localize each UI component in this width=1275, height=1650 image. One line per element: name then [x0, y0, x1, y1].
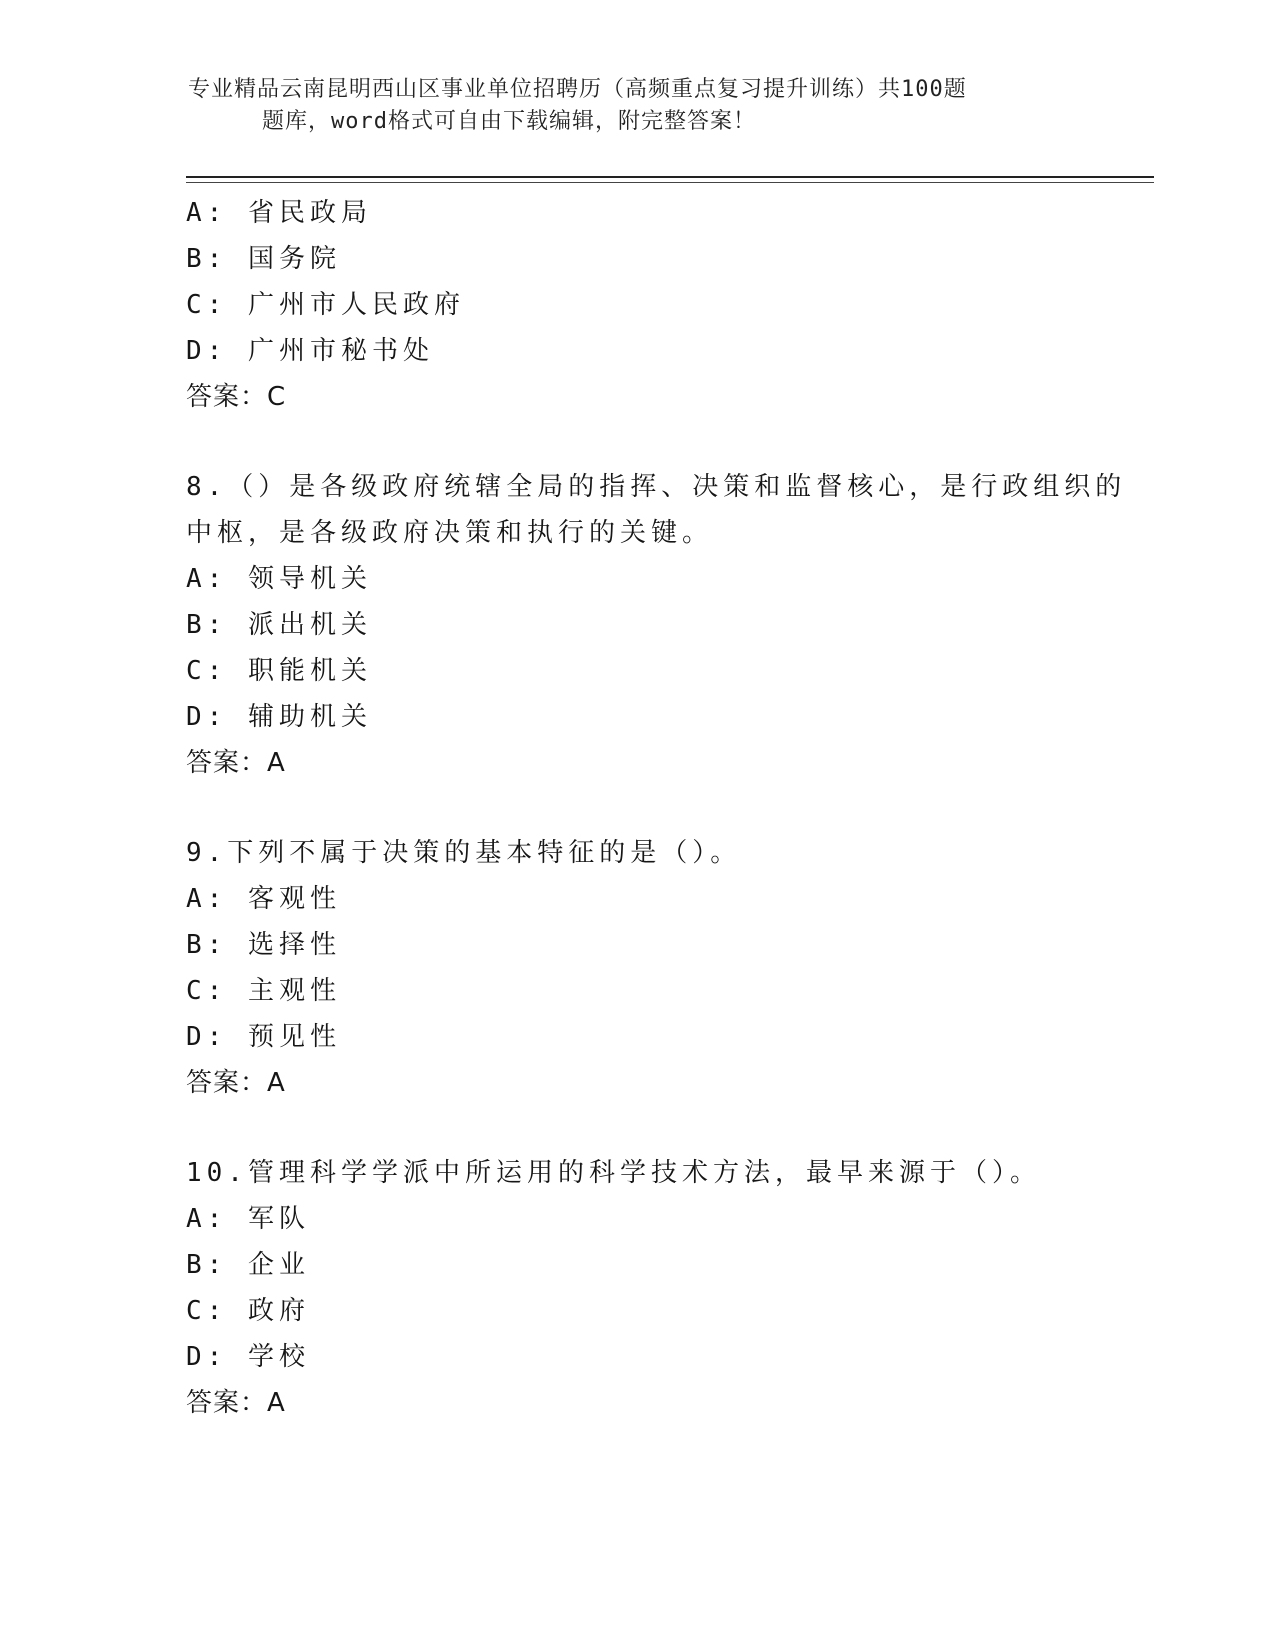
answer: 答案：A	[186, 748, 286, 778]
question-9	[186, 830, 1136, 1106]
option-b: B: 企业	[186, 1250, 310, 1280]
option-d: D: 预见性	[186, 1022, 341, 1052]
option-c: C: 职能机关	[186, 656, 372, 686]
question-10	[186, 1150, 1136, 1426]
question-stem: 10.管理科学学派中所运用的科学技术方法，最早来源于（）。	[186, 1158, 1041, 1188]
option-b: B: 国务院	[186, 244, 341, 274]
answer: 答案：A	[186, 1388, 286, 1418]
option-a: A: 军队	[186, 1204, 310, 1234]
option-c: C: 政府	[186, 1296, 310, 1326]
option-d: D: 学校	[186, 1342, 310, 1372]
answer: 答案：C	[186, 382, 287, 412]
option-a: A: 领导机关	[186, 564, 372, 594]
header-line-2: 题库，word格式可自由下载编辑，附完整答案！	[262, 109, 756, 134]
question-8	[186, 464, 1136, 786]
option-d: D: 广州市秘书处	[186, 336, 434, 366]
option-a: A: 省民政局	[186, 198, 372, 228]
header-line-1: 专业精品云南昆明西山区事业单位招聘历（高频重点复习提升训练）共100题	[188, 77, 967, 102]
question-stem: 8.（）是各级政府统辖全局的指挥、决策和监督核心，是行政组织的	[186, 472, 1127, 502]
header-divider-thin	[186, 182, 1154, 183]
option-c: C: 主观性	[186, 976, 341, 1006]
option-b: B: 派出机关	[186, 610, 372, 640]
question-stem: 9.下列不属于决策的基本特征的是（）。	[186, 838, 742, 868]
document-header	[188, 74, 1048, 138]
option-d: D: 辅助机关	[186, 702, 372, 732]
document-body	[186, 190, 1136, 1426]
question-7	[186, 190, 1136, 420]
question-stem-continued: 中枢，是各级政府决策和执行的关键。	[186, 518, 714, 548]
option-b: B: 选择性	[186, 930, 341, 960]
answer: 答案：A	[186, 1068, 286, 1098]
option-a: A: 客观性	[186, 884, 341, 914]
header-divider-thick	[186, 176, 1154, 178]
option-c: C: 广州市人民政府	[186, 290, 465, 320]
